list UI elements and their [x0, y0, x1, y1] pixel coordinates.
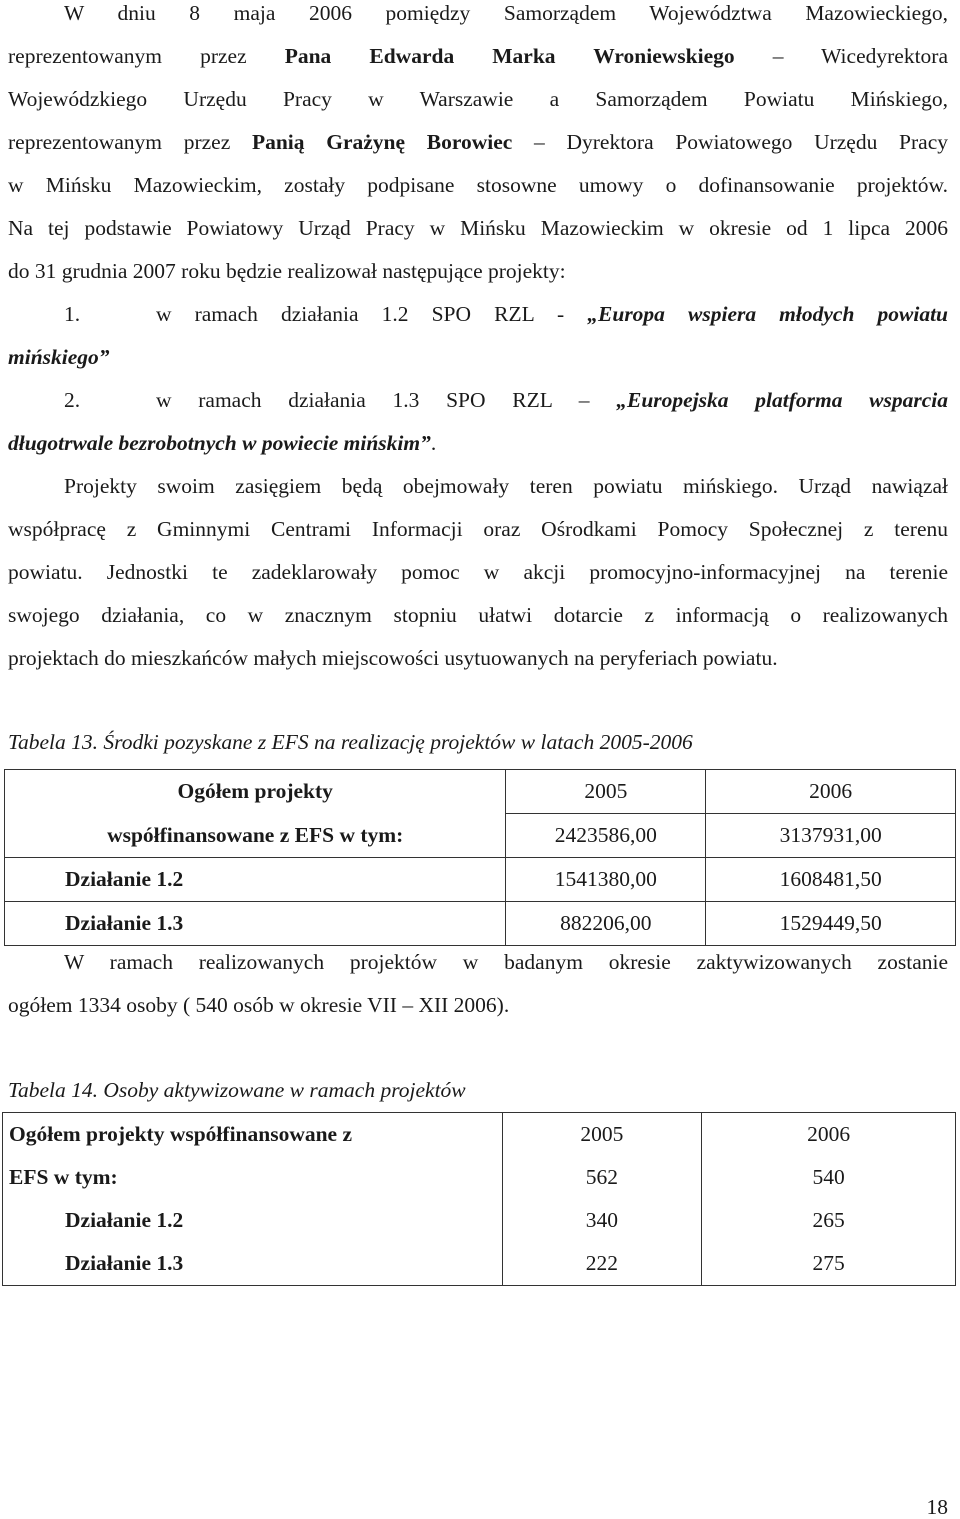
table-row [5, 902, 956, 946]
table-cell: Działanie 1.2 [3, 1199, 503, 1242]
table13 [4, 769, 956, 946]
para2-line-5: projektach do mieszkańców małych miejscowości usytuowanych na peryferiach powiatu. [8, 646, 778, 670]
project-title: „Europa wspiera młodych powiatu [587, 302, 949, 326]
para2-line-4: swojego działania, co w znacznym stopniu ułatwi dotarcie z informacją o realizowanych [8, 603, 948, 627]
table-cell: 1529449,50 [706, 902, 956, 946]
project-title: „Europejska platforma wsparcia [616, 388, 948, 412]
para1-text: reprezentowanym przez [8, 130, 231, 154]
table-cell: 265 [702, 1199, 956, 1242]
para1-line-5: w Mińsku Mazowieckim, zostały podpisane stosowne umowy o dofinansowanie projektów. [8, 173, 948, 197]
para1-line-4 [8, 129, 948, 155]
table-cell: 882206,00 [506, 902, 706, 946]
table-cell: 1541380,00 [506, 858, 706, 902]
table-cell: Działanie 1.2 [5, 858, 506, 902]
project-title: mińskiego” [8, 345, 110, 369]
para1-line-3: Wojewódzkiego Urzędu Pracy w Warszawie a Samorządem Powiatu Mińskiego, [8, 87, 948, 111]
para2-line-3: powiatu. Jednostki te zadeklarowały pomoc w akcji promocyjno-informacyjnej na terenie [8, 560, 948, 584]
list-item-text: w ramach działania 1.3 SPO RZL – [156, 388, 590, 412]
table14-caption: Tabela 14. Osoby aktywizowane w ramach projektów [8, 1078, 466, 1102]
table-row [5, 770, 956, 814]
table-header-cell: 2006 [706, 770, 956, 814]
table-row [3, 1113, 956, 1157]
table-header-cell: Ogółem projekty [5, 770, 506, 814]
para3-line-1: W ramach realizowanych projektów w badanym okresie zaktywizowanych zostanie [64, 950, 948, 974]
list-item-2-line-2 [8, 430, 948, 456]
table-cell: Działanie 1.3 [3, 1242, 503, 1286]
para1-line-7: do 31 grudnia 2007 roku będzie realizował następujące projekty: [8, 259, 566, 283]
list-item-number: 2. [64, 388, 81, 412]
table-cell: EFS w tym: [3, 1156, 503, 1199]
table-cell: 1608481,50 [706, 858, 956, 902]
table-cell: Działanie 1.3 [5, 902, 506, 946]
table-row [3, 1199, 956, 1242]
table-header-cell: 2005 [580, 1122, 624, 1146]
para3-line-2: ogółem 1334 osoby ( 540 osób w okresie VII – XII 2006). [8, 993, 510, 1017]
table-cell: 340 [585, 1208, 619, 1232]
table-cell: 222 [585, 1251, 619, 1275]
list-item-1-line-1 [156, 301, 948, 327]
list-item-text: w ramach działania 1.2 SPO RZL - [156, 302, 565, 326]
table-cell: 275 [702, 1242, 956, 1286]
para1-line-6: Na tej podstawie Powiatowy Urząd Pracy w Mińsku Mazowieckim w okresie od 1 lipca 2006 [8, 216, 948, 240]
para1-text: – Dyrektora Powiatowego Urzędu Pracy [534, 130, 948, 154]
table14 [2, 1112, 956, 1286]
para1-line-2 [8, 43, 948, 69]
table-header-cell: Ogółem projekty współfinansowane z [3, 1113, 503, 1157]
para1-person-name: Pana Edwarda Marka Wroniewskiego [284, 44, 735, 68]
para1-person-name: Panią Grażynę Borowiec [251, 130, 513, 154]
table-row [3, 1156, 956, 1199]
para1-text: reprezentowanym przez [8, 44, 247, 68]
para2-line-1: Projekty swoim zasięgiem będą obejmowały teren powiatu mińskiego. Urząd nawiązał [64, 474, 948, 498]
table-row [3, 1242, 956, 1286]
table-cell: 562 [585, 1165, 619, 1189]
para2-line-2: współpracę z Gminnymi Centrami Informacji oraz Ośrodkami Pomocy Społecznej z terenu [8, 517, 948, 541]
project-title: długotrwale bezrobotnych w powiecie mińskim” [8, 431, 431, 455]
table-cell: 540 [702, 1156, 956, 1199]
list-item-number: 1. [64, 302, 81, 326]
table-cell: 2423586,00 [506, 814, 706, 858]
table-cell: współfinansowane z EFS w tym: [5, 814, 506, 858]
page-number: 18 [926, 1495, 948, 1519]
table-header-cell: 2006 [702, 1113, 956, 1157]
table-header-cell: 2005 [506, 770, 706, 814]
table-row [5, 814, 956, 858]
list-item-1-line-2 [8, 344, 948, 370]
table13-caption: Tabela 13. Środki pozyskane z EFS na realizację projektów w latach 2005-2006 [8, 730, 693, 754]
table-row [5, 858, 956, 902]
list-item-tail: . [430, 431, 437, 455]
table-cell: 3137931,00 [706, 814, 956, 858]
para1-line-1: W dniu 8 maja 2006 pomiędzy Samorządem Województwa Mazowieckiego, [64, 1, 948, 25]
list-item-2-line-1 [156, 387, 948, 413]
para1-text: – Wicedyrektora [772, 44, 948, 68]
